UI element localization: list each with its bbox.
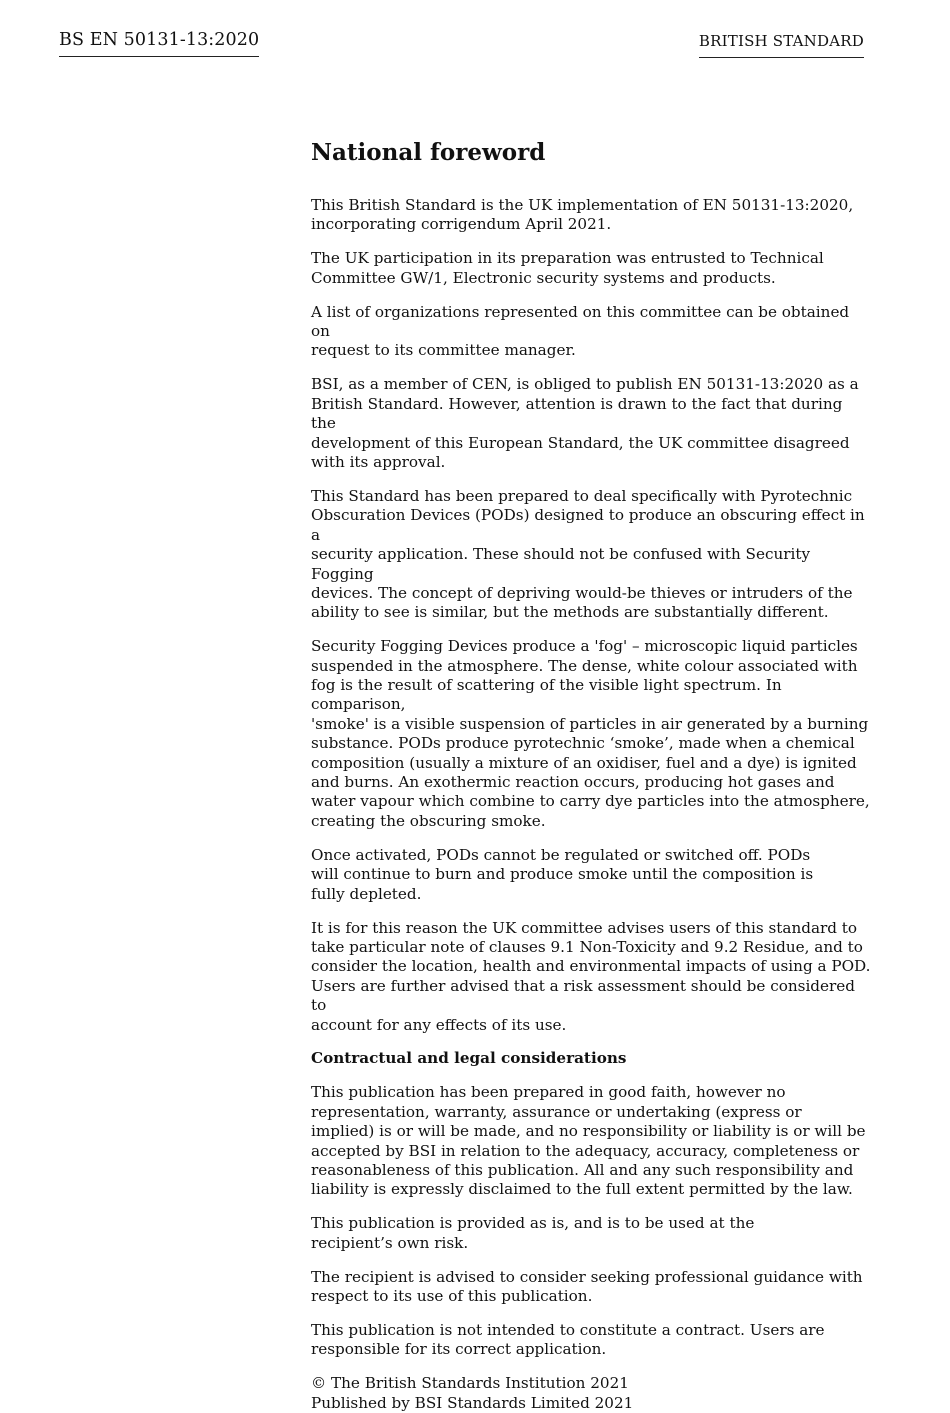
page-title: National foreword (311, 139, 546, 166)
legal-paragraph: This publication is not intended to constitute a contract. Users are responsible for its correct application. (311, 1320, 825, 1359)
standard-type-label: BRITISH STANDARD (699, 32, 864, 58)
legal-paragraph: This publication has been prepared in good faith, however no representation, warranty, assurance or undertaking (express or implied) is or will be made, and no responsibility or liability is or will be accepted by BSI in relation to the adequacy, accuracy, completeness or reasonableness of this publication. All and any such responsibility and liability is expressly disclaimed to the full extent permitted by the law. (311, 1083, 866, 1199)
main-content (311, 136, 871, 1413)
copyright-block (311, 1374, 871, 1413)
foreword-paragraph: BSI, as a member of CEN, is obliged to publish EN 50131-13:2020 as a British Standard. However, attention is drawn to the fact that during the development of this European Standard, the UK committee disagreed with its approval. (311, 375, 859, 471)
legal-paragraph: This publication is provided as is, and is to be used at the recipient’s own risk. (311, 1214, 755, 1252)
foreword-paragraph: This Standard has been prepared to deal specifically with Pyrotechnic Obscuration Devices (PODs) designed to produce an obscuring effect in a security application. These should not be confused with Security Fogging devices. The concept of depriving would-be thieves or intruders of the ability to see is similar, but the methods are substantially different. (311, 486, 865, 622)
foreword-paragraph: A list of organizations represented on this committee can be obtained on request to its committee manager. (311, 302, 850, 360)
foreword-paragraph: It is for this reason the UK committee advises users of this standard to take particular note of clauses 9.1 Non-Toxicity and 9.2 Residue, and to consider the location, health and environmental impacts of using a POD. Users are further advised that a risk assessment should be considered to account for any effects of its use. (311, 918, 871, 1034)
publisher-line: Published by BSI Standards Limited 2021 (311, 1393, 634, 1412)
copyright-line: © The British Standards Institution 2021 (311, 1374, 629, 1393)
foreword-paragraph: This British Standard is the UK implementation of EN 50131-13:2020, incorporating corrigendum April 2021. (311, 196, 854, 234)
document-id: BS EN 50131-13:2020 (59, 30, 259, 57)
legal-paragraph: The recipient is advised to consider seeking professional guidance with respect to its use of this publication. (311, 1267, 863, 1305)
foreword-paragraph: Security Fogging Devices produce a 'fog' – microscopic liquid particles suspended in the atmosphere. The dense, white colour associated with fog is the result of scattering of the visible light spectrum. In comparison, 'smoke' is a visible suspension of particles in air generated by a burning substance. PODs produce pyrotechnic ‘smoke’, made when a chemical composition (usually a mixture of an oxidiser, fuel and a dye) is ignited and burns. An exothermic reaction occurs, producing hot gases and water vapour which combine to carry dye particles into the atmosphere, creating the obscuring smoke. (311, 637, 870, 830)
foreword-paragraph: The UK participation in its preparation was entrusted to Technical Committee GW/1, Electronic security systems and products. (311, 249, 824, 287)
foreword-paragraph: Once activated, PODs cannot be regulated or switched off. PODs will continue to burn and produce smoke until the composition is fully depleted. (311, 845, 814, 903)
legal-heading: Contractual and legal considerations (311, 1049, 627, 1068)
